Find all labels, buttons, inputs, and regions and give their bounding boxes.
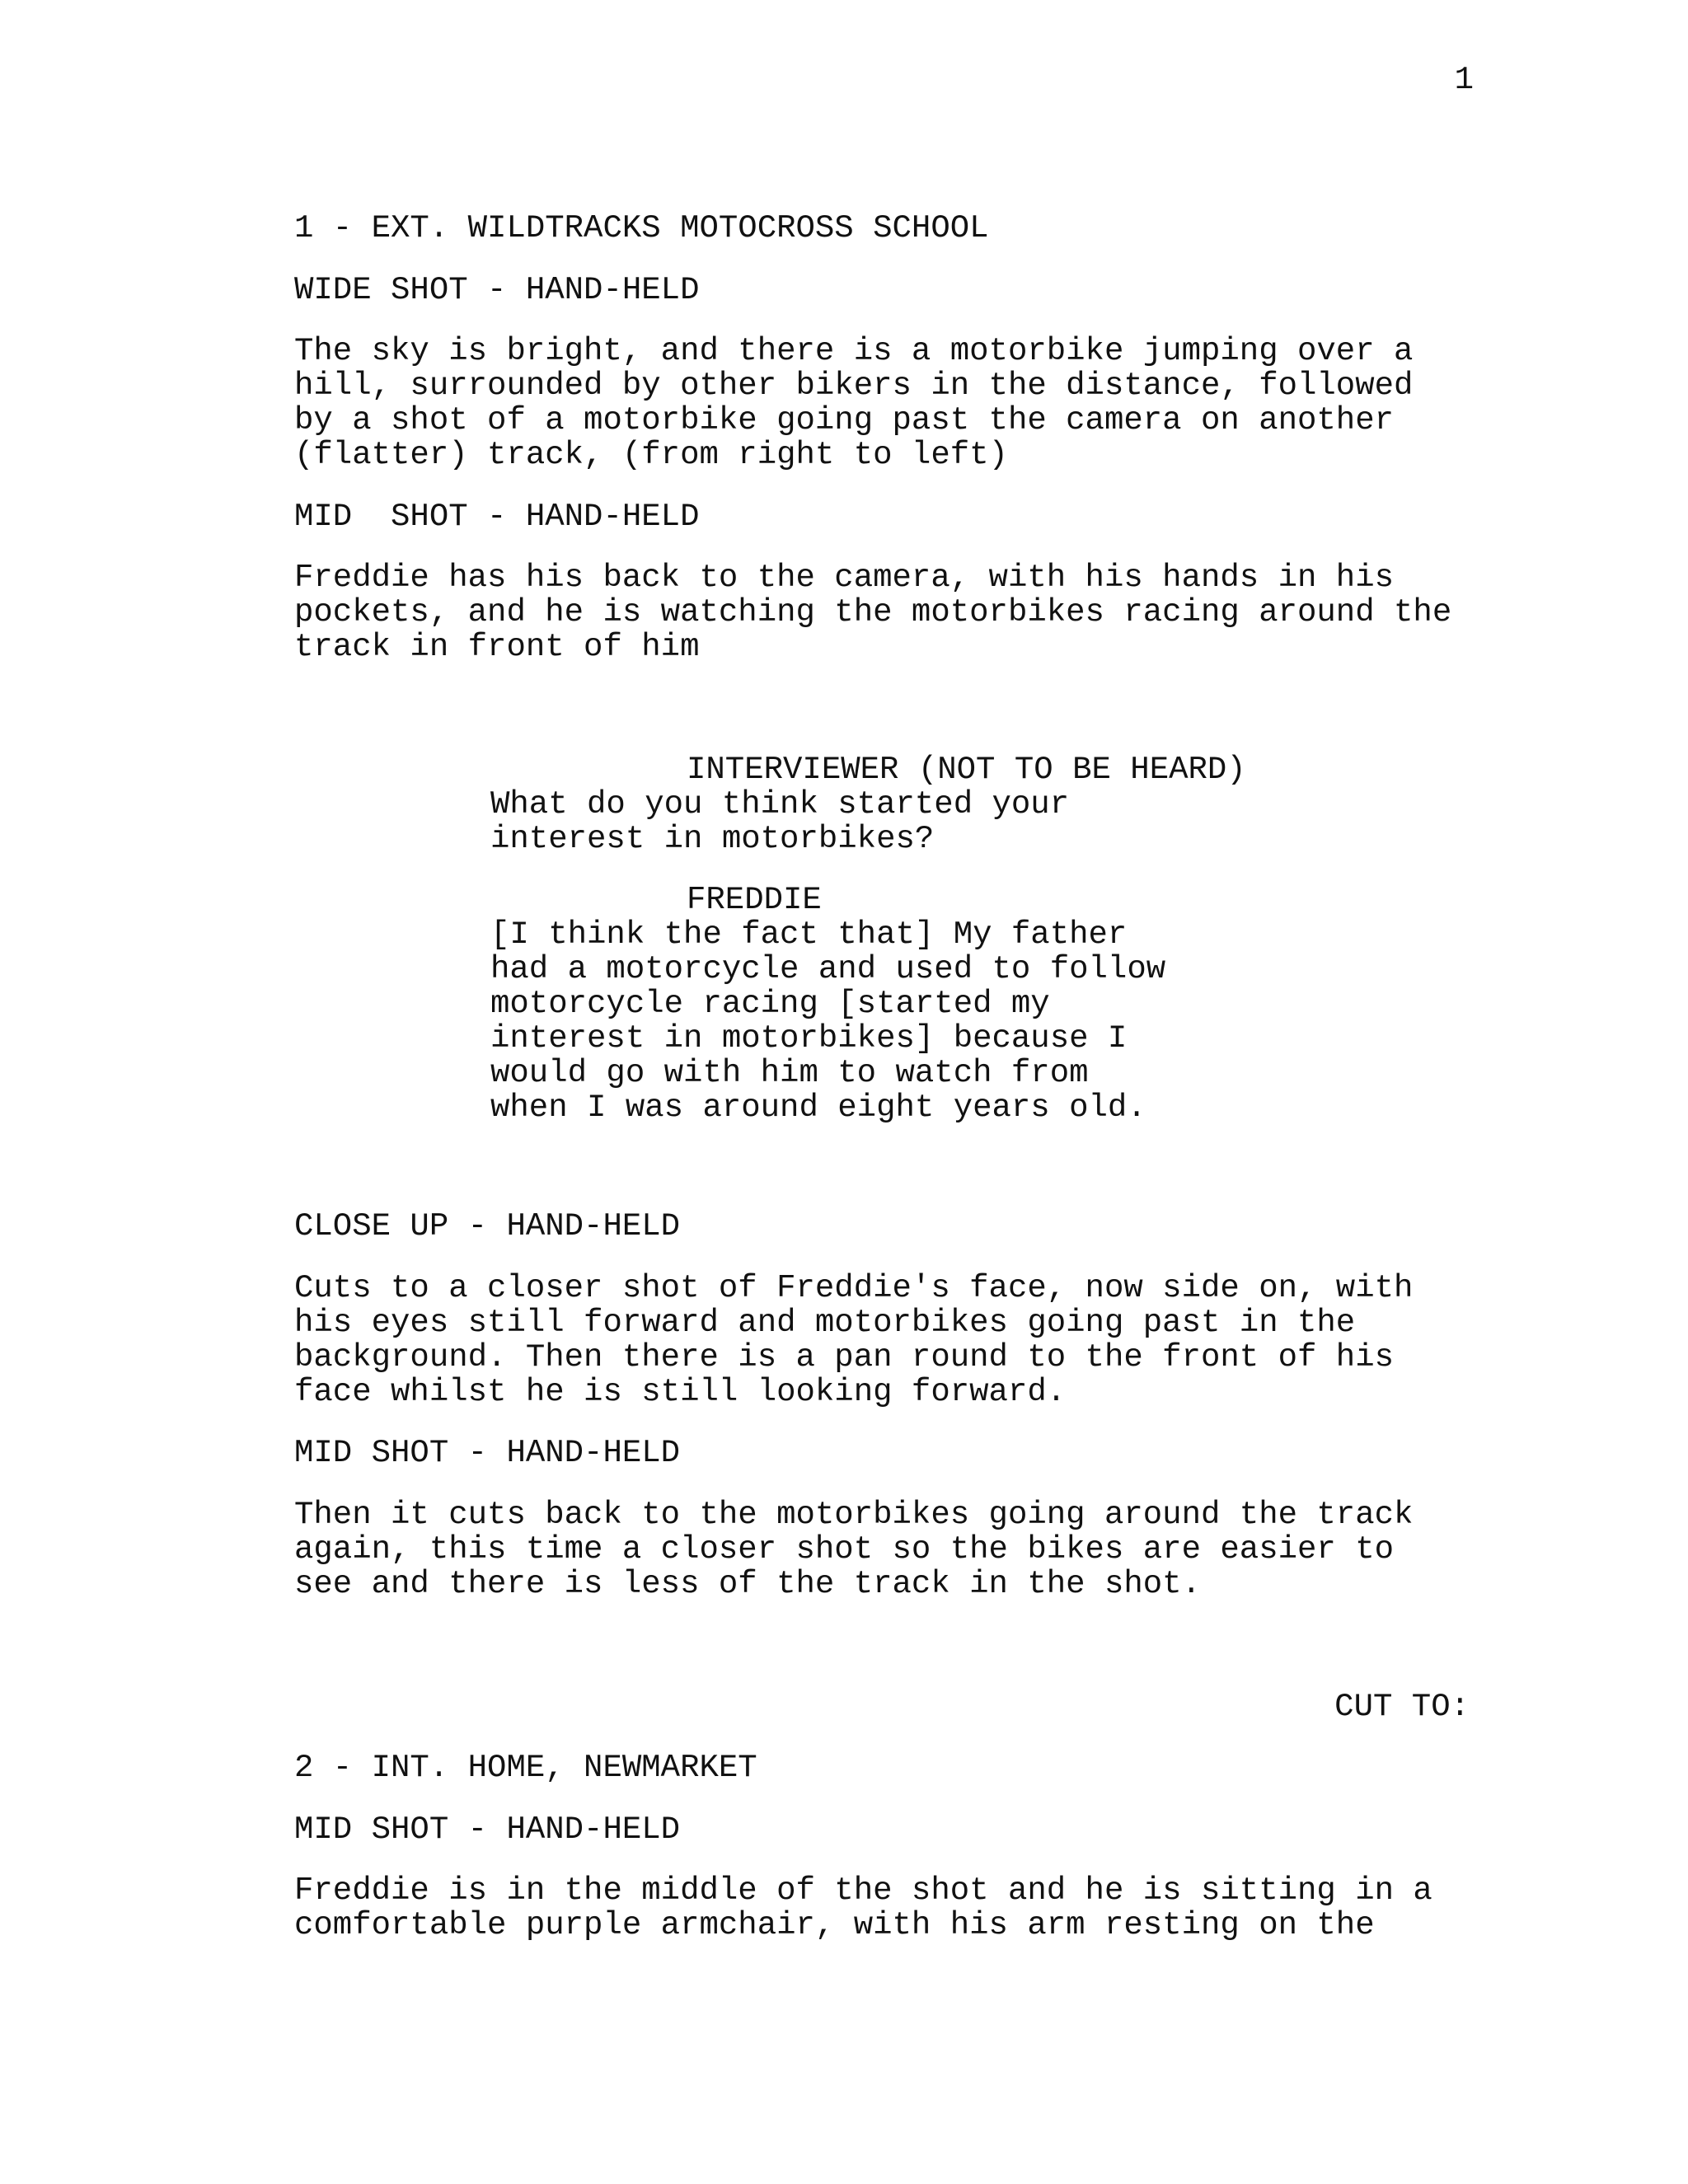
- action-paragraph: The sky is bright, and there is a motorbike jumping over a hill, surrounded by other bikers in the distance, followed by a shot of a motorbike going past the camera on another (flatter) track, (from right to left): [294, 333, 1414, 473]
- scene-heading-1: 1 - EXT. WILDTRACKS MOTOCROSS SCHOOL: [294, 210, 989, 246]
- shot-description: MID SHOT - HAND-HELD: [294, 499, 700, 535]
- transition: CUT TO:: [1334, 1689, 1470, 1725]
- shot-description: WIDE SHOT - HAND-HELD: [294, 272, 700, 308]
- shot-description: CLOSE UP - HAND-HELD: [294, 1208, 681, 1244]
- page-number: 1: [1454, 62, 1474, 98]
- action-paragraph: Then it cuts back to the motorbikes going around the track again, this time a closer shot so the bikes are easier to see and there is less of the track in the shot.: [294, 1497, 1414, 1602]
- dialogue-freddie: [I think the fact that] My father had a motorcycle and used to follow motorcycle racing [started my interest in motorbikes] because I would go with him to watch from when I was around eight years old.: [490, 916, 1166, 1126]
- character-name-freddie: FREDDIE: [687, 882, 822, 918]
- shot-description: MID SHOT - HAND-HELD: [294, 1435, 681, 1471]
- action-paragraph: Freddie is in the middle of the shot and he is sitting in a comfortable purple armchair, with his arm resting on the: [294, 1872, 1432, 1943]
- action-paragraph: Freddie has his back to the camera, with his hands in his pockets, and he is watching the motorbikes racing around the track in front of him: [294, 560, 1452, 665]
- dialogue-interviewer: What do you think started your interest in motorbikes?: [490, 786, 1070, 857]
- scene-heading-2: 2 - INT. HOME, NEWMARKET: [294, 1750, 757, 1786]
- action-paragraph: Cuts to a closer shot of Freddie's face, now side on, with his eyes still forward and motorbikes going past in the background. Then there is a pan round to the front of his face whilst he is still looking forward.: [294, 1270, 1414, 1410]
- character-name-interviewer: INTERVIEWER (NOT TO BE HEARD): [687, 752, 1246, 788]
- shot-description: MID SHOT - HAND-HELD: [294, 1811, 681, 1848]
